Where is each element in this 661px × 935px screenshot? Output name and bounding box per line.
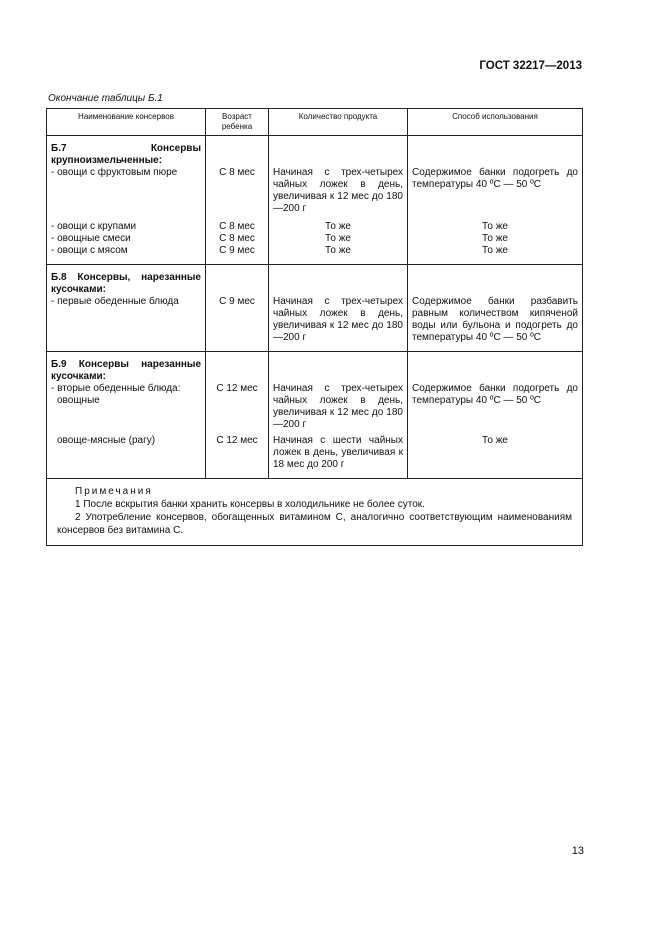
note-item: 1 После вскрытия банки хранить консервы в холодильнике не более суток. — [75, 499, 425, 510]
group-subtitle: - вторые обеденные блюда: — [47, 383, 206, 395]
row-usage: То же — [408, 215, 583, 233]
col-header-amount: Количество продукта — [269, 109, 408, 136]
row-age: С 9 мес — [206, 245, 269, 265]
row-usage: Содержимое банки подогреть до температуры 40 ºС — 50 ºС — [408, 167, 583, 215]
note-item: 2 Употребление консервов, обогащенных витамином С, аналогично соответствующим наименованиям консервов без витамина С. — [57, 512, 572, 536]
row-amount: То же — [269, 215, 408, 233]
row-amount: Начиная с трех-четырех чайных ложек в день, увеличивая к 12 мес до 180—200 г — [269, 383, 408, 431]
row-name: овоще-мясные (рагу) — [47, 431, 206, 479]
notes-row — [47, 479, 583, 546]
row-age: С 8 мес — [206, 167, 269, 215]
row-name: овощные — [47, 395, 206, 431]
row-amount: Начиная с трех-четырех чайных ложек в день, увеличивая к 12 мес до 180—200 г — [269, 296, 408, 352]
notes-title: Примечания — [75, 486, 153, 497]
table-row — [47, 215, 583, 233]
row-amount: То же — [269, 245, 408, 265]
row-age: С 8 мес — [206, 233, 269, 245]
standard-code: ГОСТ 32217—2013 — [479, 60, 582, 72]
table-row — [47, 245, 583, 265]
group-title: Б.9 Консервы нарезанные кусочками: — [47, 352, 206, 384]
table-row — [47, 167, 583, 215]
group-b8-title-row — [47, 265, 583, 297]
group-b9-subtitle-row — [47, 383, 583, 395]
row-amount: Начиная с трех-четырех чайных ложек в день, увеличивая к 12 мес до 180—200 г — [269, 167, 408, 215]
group-title: Б.7 Консервы крупноизмельченные: — [47, 136, 206, 168]
row-name: - овощи с фруктовым пюре — [47, 167, 206, 215]
page-number: 13 — [571, 845, 584, 857]
row-age: С 12 мес — [206, 431, 269, 479]
col-header-usage: Способ использования — [408, 109, 583, 136]
row-name: - первые обеденные блюда — [47, 296, 206, 352]
row-usage: То же — [408, 431, 583, 479]
canned-food-table — [46, 108, 583, 546]
row-usage: Содержимое банки подогреть до температуры 40 ºС — 50 ºС — [408, 383, 583, 431]
table-row — [47, 233, 583, 245]
row-name: - овощи с мясом — [47, 245, 206, 265]
col-header-name: Наименование консервов — [47, 109, 206, 136]
table-header-row — [47, 109, 583, 136]
row-usage: То же — [408, 245, 583, 265]
row-age: С 8 мес — [206, 215, 269, 233]
row-amount: Начиная с шести чайных ложек в день, увеличивая к 18 мес до 200 г — [269, 431, 408, 479]
notes-cell — [47, 479, 583, 546]
row-amount: То же — [269, 233, 408, 245]
row-age: С 9 мес — [206, 296, 269, 352]
row-name: - овощные смеси — [47, 233, 206, 245]
group-title: Б.8 Консервы, нарезанные кусочками: — [47, 265, 206, 297]
col-header-age: Возраст ребенка — [206, 109, 269, 136]
group-b7-title-row — [47, 136, 583, 168]
row-name: - овощи с крупами — [47, 215, 206, 233]
table-row — [47, 431, 583, 479]
row-usage: Содержимое банки разбавить равным количеством кипяченой воды или бульона и подогреть до температуры 40 ºС — 50 ºС — [408, 296, 583, 352]
row-age: С 12 мес — [206, 383, 269, 431]
row-usage: То же — [408, 233, 583, 245]
table-row — [47, 296, 583, 352]
table-caption: Окончание таблицы Б.1 — [48, 93, 163, 104]
group-b9-title-row — [47, 352, 583, 384]
